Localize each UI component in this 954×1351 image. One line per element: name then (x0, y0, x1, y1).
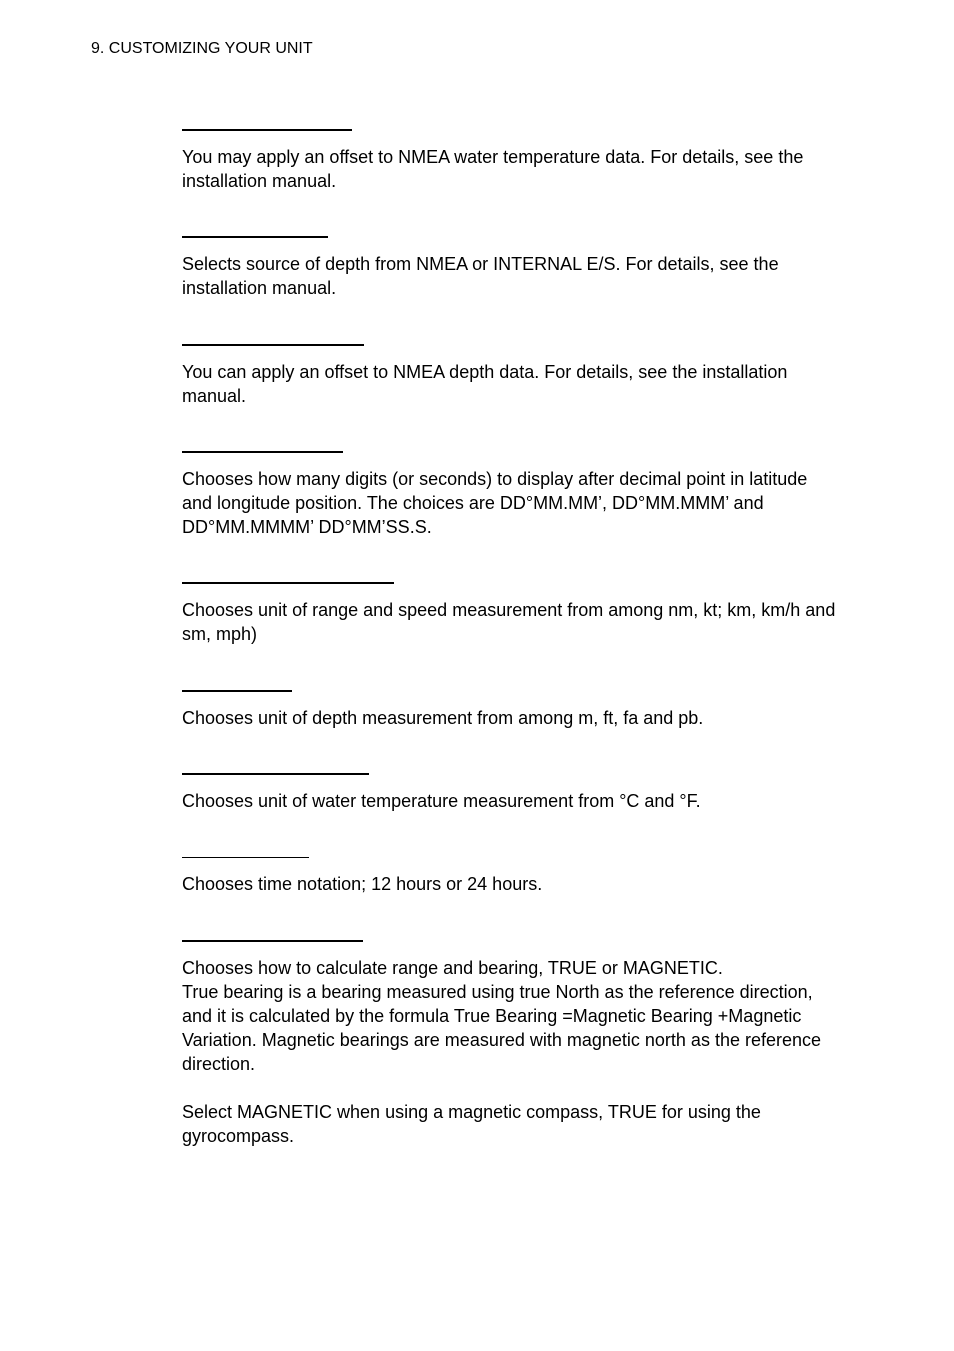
section-depth-unit (182, 690, 842, 730)
section-paragraph: Selects source of depth from NMEA or INTERNAL E/S. For details, see the installation manual. (182, 254, 779, 298)
section-heading-rule (182, 582, 394, 584)
section-bearing-reference (182, 940, 842, 1148)
section-body (182, 706, 842, 730)
section-paragraph: Chooses unit of water temperature measurement from °C and °F. (182, 791, 701, 811)
section-body (182, 789, 842, 813)
section-range-speed-unit (182, 582, 842, 646)
section-heading-rule (182, 690, 292, 692)
section-heading-rule (182, 236, 328, 238)
section-paragraph: You may apply an offset to NMEA water temperature data. For details, see the installation manual. (182, 147, 804, 191)
section-heading-rule (182, 451, 343, 453)
section-nmea-depth-offset (182, 344, 842, 408)
section-body (182, 252, 842, 300)
section-paragraph: Chooses unit of range and speed measurement from among nm, kt; km, km/h and sm, mph) (182, 600, 836, 644)
section-paragraph: Select MAGNETIC when using a magnetic compass, TRUE for using the gyrocompass. (182, 1102, 761, 1146)
section-position-digits (182, 451, 842, 539)
section-paragraph: True bearing is a bearing measured using true North as the reference direction, and it is calculated by the formula True Bearing =Magnetic Bearing +Magnetic Variation. Magnetic bearings are measured with magnetic north as the reference direction. (182, 982, 822, 1074)
section-paragraph: You can apply an offset to NMEA depth data. For details, see the installation manual. (182, 362, 788, 406)
section-time-notation (182, 857, 842, 896)
section-heading-rule (182, 773, 369, 775)
section-paragraph: Chooses unit of depth measurement from among m, ft, fa and pb. (182, 708, 704, 728)
section-body (182, 872, 842, 896)
section-paragraph: Chooses how to calculate range and bearing, TRUE or MAGNETIC. (182, 958, 723, 978)
section-heading-rule (182, 940, 363, 942)
section-depth-source (182, 236, 842, 300)
section-body (182, 956, 842, 1148)
section-body (182, 467, 842, 539)
section-body (182, 145, 842, 193)
section-body (182, 360, 842, 408)
section-heading-rule (182, 344, 364, 346)
section-body (182, 598, 842, 646)
section-heading-rule (182, 129, 352, 131)
section-paragraph: Chooses time notation; 12 hours or 24 hours. (182, 874, 543, 894)
running-header: 9. CUSTOMIZING YOUR UNIT (91, 40, 313, 57)
section-nmea-temperature-offset (182, 129, 842, 193)
section-paragraph: Chooses how many digits (or seconds) to display after decimal point in latitude and longitude position. The choices are DD°MM.MM’, DD°MM.MMM’ and DD°MM.MMMM’ DD°MM’SS.S. (182, 469, 808, 537)
section-heading-rule (182, 857, 309, 858)
section-temperature-unit (182, 773, 842, 813)
